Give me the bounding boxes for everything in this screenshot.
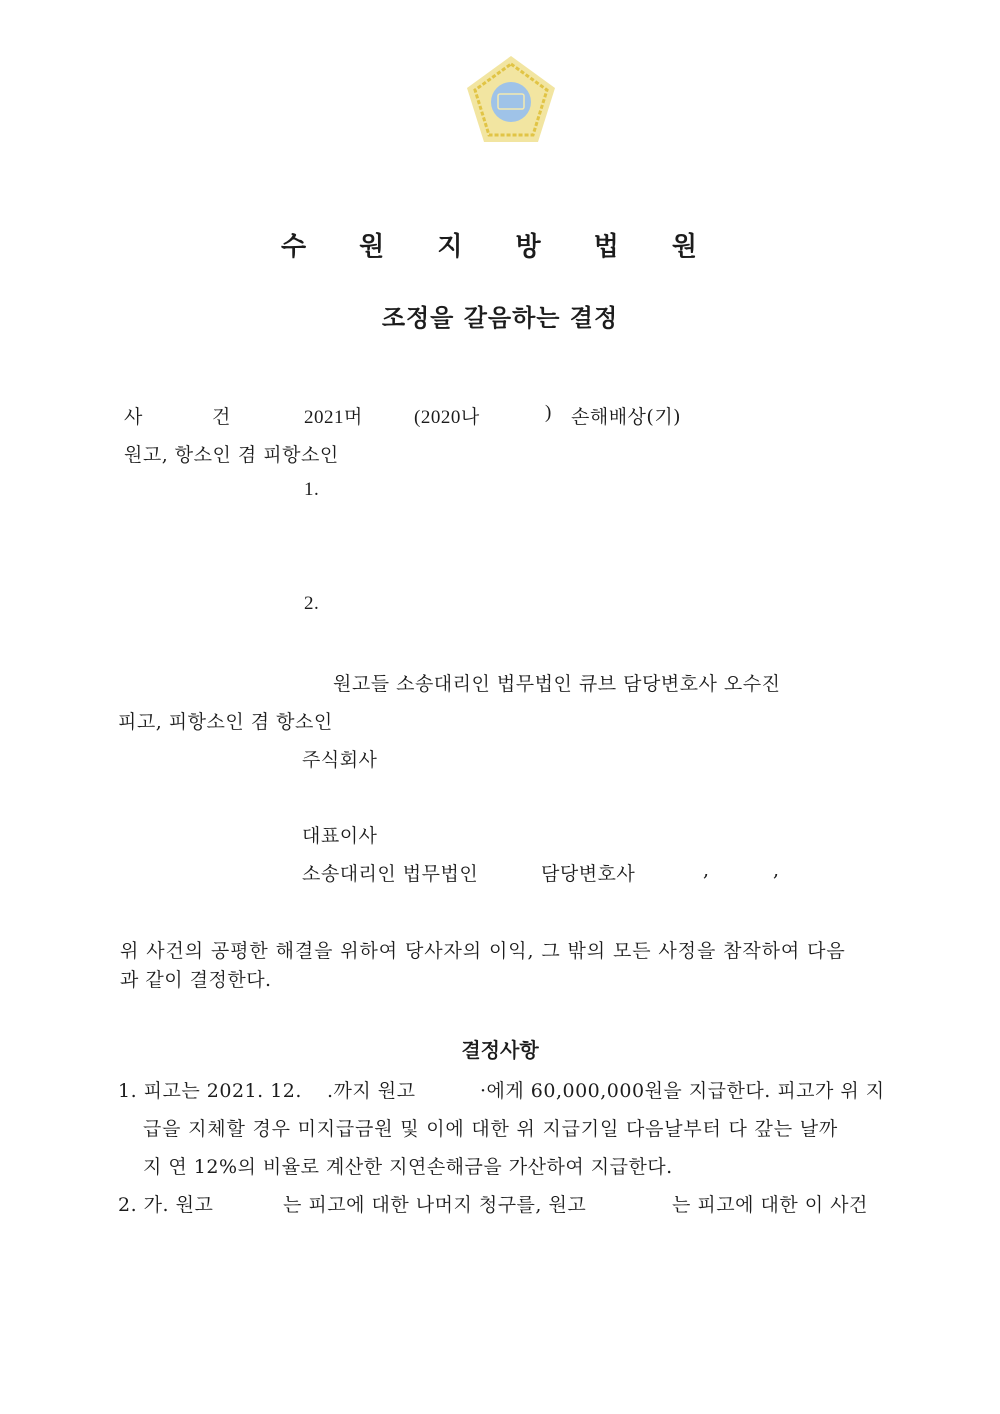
- defendant-company: 주식회사: [302, 749, 378, 771]
- decision-item-2-line-1b: 는 피고에 대한 나머지 청구를, 원고: [283, 1194, 587, 1216]
- plaintiff-role: 원고, 항소인 겸 피항소인: [124, 444, 339, 466]
- intro-line-1: 위 사건의 공평한 해결을 위하여 당사자의 이익, 그 밖의 모든 사정을 참작하여 다음: [120, 940, 846, 962]
- appeal-number: (2020나: [414, 407, 480, 428]
- plaintiff-counsel: 원고들 소송대리인 법무법인 큐브 담당변호사 오수진: [333, 673, 781, 695]
- intro-line-2: 과 같이 결정한다.: [120, 969, 272, 991]
- plaintiff-item-2: 2.: [304, 593, 320, 614]
- appeal-close: ): [545, 402, 552, 423]
- defendant-role: 피고, 피항소인 겸 항소인: [118, 711, 333, 733]
- decision-item-1-line-1c: ·에게 60,000,000원을 지급한다. 피고가 위 지: [480, 1080, 885, 1102]
- court-name: 수 원 지 방 법 원: [281, 232, 719, 262]
- decision-item-2-line-1a: 2. 가. 원고: [118, 1194, 214, 1216]
- court-seal-icon: [462, 52, 560, 150]
- decision-item-1-line-1a: 1. 피고는 2021. 12.: [118, 1080, 302, 1102]
- defendant-counsel-prefix: 소송대리인 법무법인: [302, 863, 479, 885]
- plaintiff-item-1: 1.: [304, 479, 320, 500]
- defendant-representative: 대표이사: [302, 825, 378, 847]
- case-label-1: 사: [124, 406, 143, 428]
- decision-item-1-line-3: 지 연 12%의 비율로 계산한 지연손해금을 가산하여 지급한다.: [143, 1156, 673, 1178]
- defendant-comma-2: ,: [773, 859, 780, 881]
- defendant-counsel-lawyer: 담당변호사: [541, 863, 636, 885]
- document-title: 조정을 갈음하는 결정: [381, 303, 619, 332]
- defendant-comma-1: ,: [703, 859, 710, 881]
- decision-heading: 결정사항: [461, 1038, 539, 1062]
- decision-item-1-line-2: 급을 지체할 경우 미지급금원 및 이에 대한 위 지급기일 다음날부터 다 갚는 날까: [143, 1118, 839, 1140]
- case-number: 2021머: [304, 407, 363, 428]
- court-emblem: [462, 52, 560, 150]
- decision-item-1-line-1b: .까지 원고: [327, 1080, 416, 1102]
- case-name: 손해배상(기): [571, 406, 682, 428]
- decision-item-2-line-1c: 는 피고에 대한 이 사건: [672, 1194, 868, 1216]
- case-label-2: 건: [212, 406, 231, 428]
